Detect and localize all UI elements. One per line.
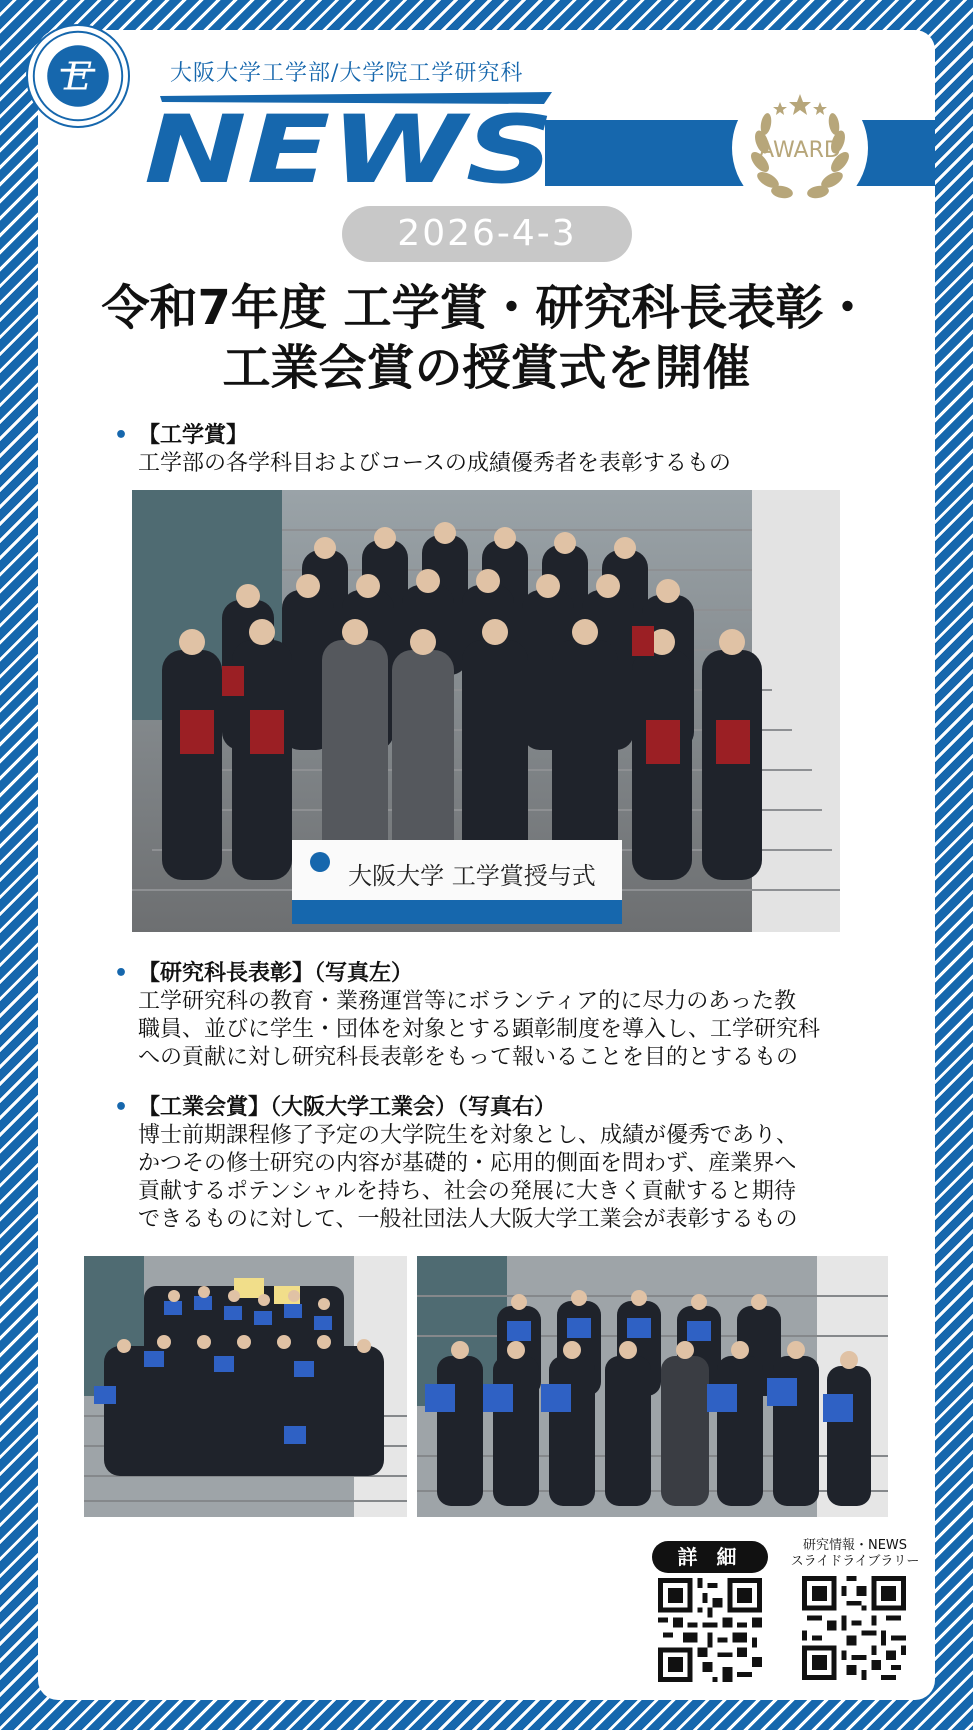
dean-award-group-photo [84,1256,407,1517]
section-heading: 【研究科長表彰】（写真左） [138,961,414,986]
section-body-line: への貢献に対し研究科長表彰をもって報いることを目的とするもの [138,1045,799,1070]
detail-qr-code-icon[interactable] [658,1578,762,1682]
date-badge: 2026-4-3 [342,206,632,262]
slide-library-line-1: 研究情報・NEWS [802,1538,908,1553]
news-word-text: NEWS [144,96,554,190]
section-body-line: 貢献するポテンシャルを持ち、社会の発展に大きく貢献すると期待 [138,1179,796,1204]
university-name: 大阪大学工学部/大学院工学研究科 [170,61,524,86]
ceremony-sign-text: 大阪大学 工学賞授与式 [348,862,596,890]
section-body-line: かつその修士研究の内容が基礎的・応用的側面を問わず、産業界へ [138,1151,797,1176]
award-badge-text: AWARD [759,138,841,163]
section-body-line: 工学部の各学科目およびコースの成績優秀者を表彰するもの [138,451,731,476]
section-heading: 【工学賞】 [138,423,249,448]
graduate-school-emblem-icon [26,24,130,128]
slide-library-label [785,1538,925,1570]
section-body-line: できるものに対して、一般社団法人大阪大学工業会が表彰するもの [138,1207,798,1232]
section-industry-association-award [114,1094,894,1234]
section-body-line: 職員、並びに学生・団体を対象とする顕彰制度を導入し、工学研究科 [138,1017,821,1042]
bullet-dot-icon: • [114,961,129,986]
industry-association-award-group-photo [417,1256,888,1517]
section-heading: 【工業会賞】（大阪大学工業会）（写真右） [138,1095,557,1120]
svg-text:E: E [63,54,93,100]
slide-library-line-2: スライドライブラリー [790,1554,920,1569]
bullet-dot-icon: • [114,423,129,448]
title-line-1: 令和7年度 工学賞・研究科長表彰・ [101,280,872,336]
section-engineering-award [114,422,894,478]
page-title [40,278,933,398]
detail-link-button[interactable]: 詳 細 [652,1541,768,1573]
bullet-dot-icon: • [114,1095,129,1120]
laurel-award-icon [732,80,868,216]
slide-library-qr-code-icon[interactable] [802,1576,906,1680]
news-wordmark [140,90,560,190]
section-body-line: 工学研究科の教育・業務運営等にボランティア的に尽力のあった教 [138,989,797,1014]
section-body-line: 博士前期課程修了予定の大学院生を対象とし、成績が優秀であり、 [138,1123,799,1148]
section-dean-award [114,960,894,1072]
engineering-award-group-photo [132,490,840,932]
title-line-2: 工業会賞の授賞式を開催 [222,340,751,396]
